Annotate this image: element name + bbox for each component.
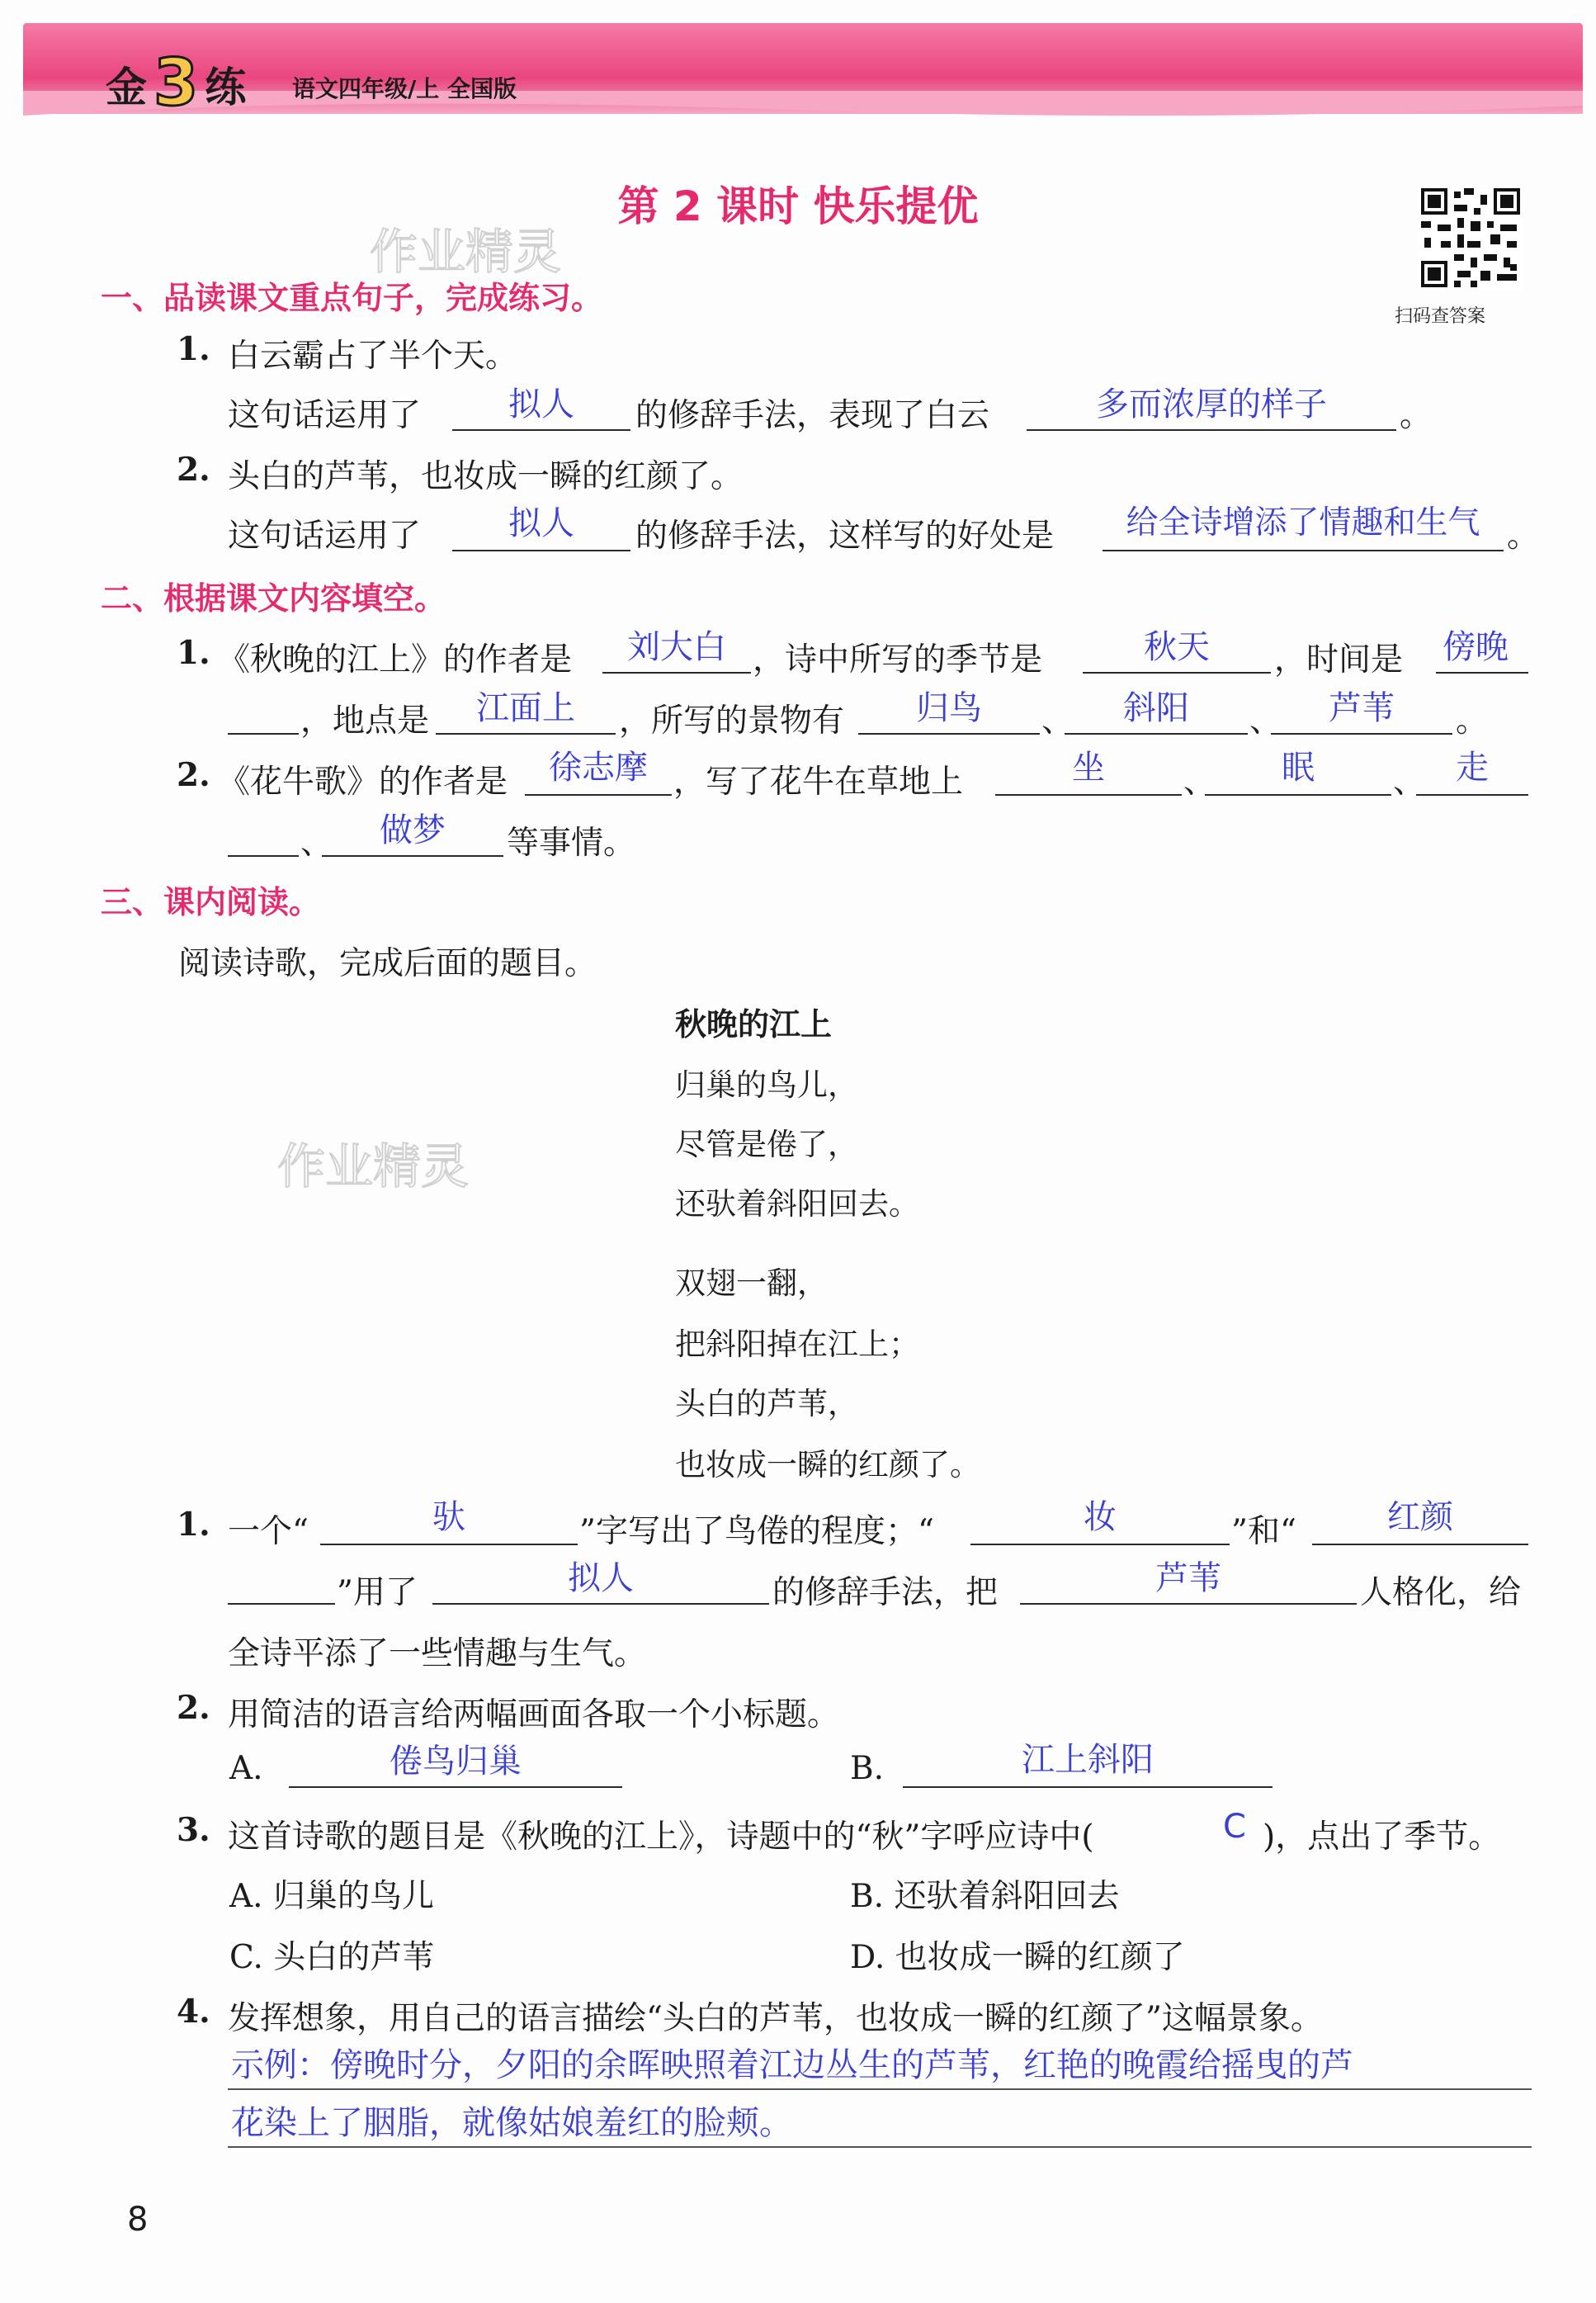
s2-q1-sep-1: 、 [1041,702,1074,740]
s3-q1-text-6: 人格化，给 [1360,1574,1522,1611]
s1-q2-pre: 这句话运用了 [228,518,422,555]
s2-q2-blank-author [525,794,672,796]
s3-q4-number: 4. [177,1993,210,2031]
s3-q3-option-b: B. 还驮着斜阳回去 [850,1878,1120,1915]
s2-q2-sep-2: 、 [1393,764,1426,801]
watermark-top: 作业精灵 [370,224,562,280]
s3-q3-option-c: C. 头白的芦苇 [229,1939,435,1976]
s3-q1-number: 1. [177,1506,210,1544]
s3-q3-text: 这首诗歌的题目是《秋晚的江上》，诗题中的“秋”字呼应诗中( [228,1818,1094,1856]
s3-q1-answer-2: 妆 [1084,1498,1117,1536]
s1-q2-number: 2. [177,451,210,489]
s1-q2-answer-1: 拟人 [508,504,574,542]
s2-q2-text-2: ，写了花牛在草地上 [673,764,964,801]
s3-q3-text-end: )，点出了季节。 [1263,1818,1501,1856]
s2-q1-answer-place: 江面上 [476,689,575,727]
s1-q2-blank-2 [1103,550,1504,551]
s1-q2-sentence: 头白的芦苇，也妆成一瞬的红颜了。 [228,458,744,495]
s3-intro: 阅读诗歌，完成后面的题目。 [178,945,597,982]
s3-q4-line-1 [228,2088,1532,2090]
s3-q2-label-a: A. [229,1750,263,1787]
s1-q2-end: 。 [1507,518,1540,555]
s2-q2-answer-act-2: 眠 [1282,749,1315,787]
s2-q1-number: 1. [177,634,210,672]
s1-q2-answer-2: 给全诗增添了情趣和生气 [1126,504,1480,541]
s2-q1-blank-season [1083,672,1271,674]
s1-q1-blank-1 [452,429,630,431]
s2-q1-answer-scene-1: 归鸟 [916,689,982,727]
s3-q2-text: 用简洁的语言给两幅画面各取一个小标题。 [228,1696,840,1733]
s2-q1-blank-time-a [1436,672,1528,674]
s3-q4-answer-line-1: 示例：傍晚时分，夕阳的余晖映照着江边丛生的芦苇，红艳的晚霞给摇曳的芦 [231,2046,1353,2084]
s3-q3-answer: C [1223,1808,1246,1846]
s2-q2-blank-act-3 [1416,794,1528,796]
s2-q2-answer-act-3: 走 [1456,749,1489,787]
s2-q2-sep-1: 、 [1183,764,1216,801]
s3-q1-answer-3: 红颜 [1387,1498,1453,1536]
s3-q1-blank-4 [432,1603,769,1605]
s3-q4-answer-line-2: 花染上了胭脂，就像姑娘羞红的脸颊。 [231,2104,792,2142]
brand-logo [106,45,247,121]
s2-q1-blank-scene-3 [1271,733,1452,735]
s2-q1-text-4: ，地点是 [300,702,430,740]
s1-q1-sentence: 白云霸占了半个天。 [228,338,518,375]
s1-q1-answer-2: 多而浓厚的样子 [1096,385,1327,423]
qr-caption: 扫码查答案 [1395,306,1486,327]
s3-q3-option-d: D. 也妆成一瞬的红颜了 [850,1939,1185,1976]
s3-q3-number: 3. [177,1811,210,1849]
s3-q1-answer-5: 芦苇 [1155,1559,1221,1597]
poem-line-3: 还驮着斜阳回去。 [675,1186,919,1222]
poem-line-4: 双翅一翻， [675,1265,828,1301]
s2-q2-answer-act-1: 坐 [1072,749,1105,787]
s2-q1-text-1: 《秋晚的江上》的作者是 [218,641,573,679]
s2-q1-text-5: ，所写的景物有 [619,702,845,740]
s2-q2-sep-3: 、 [300,825,333,862]
logo-char-1: 金 [106,64,147,111]
s2-q1-text-2: ，诗中所写的季节是 [753,641,1043,679]
s3-q1-text-3: ”和“ [1231,1513,1296,1550]
s1-q2-blank-1 [452,550,630,551]
page-number: 8 [127,2201,149,2239]
poem-line-5: 把斜阳掉在江上； [675,1326,919,1362]
s2-q2-blank-act-3b [228,855,299,857]
s2-q1-blank-author [602,672,751,674]
s3-q1-text-7: 全诗平添了一些情趣与生气。 [228,1635,647,1672]
s2-q2-end: 等事情。 [507,825,636,862]
book-subtitle: 语文四年级/上 全国版 [292,75,517,102]
s3-q1-answer-1: 驮 [432,1498,465,1536]
s2-q2-answer-author: 徐志摩 [549,749,648,787]
s2-q1-sep-2: 、 [1249,702,1282,740]
s2-q1-blank-time-b [228,733,299,735]
logo-number: 3 [153,45,199,121]
s3-q1-text-1: 一个“ [228,1513,309,1550]
s1-q1-end: 。 [1400,397,1433,434]
s1-q1-mid: 的修辞手法，表现了白云 [635,397,990,434]
poem-line-2: 尽管是倦了， [675,1127,858,1162]
s3-q1-text-4: ”用了 [337,1574,418,1611]
s1-q1-pre: 这句话运用了 [228,397,422,434]
s2-q1-end: 。 [1456,702,1489,740]
s2-q2-number: 2. [177,756,210,794]
s2-q1-answer-scene-2: 斜阳 [1123,689,1189,727]
s1-q1-answer-1: 拟人 [508,385,574,423]
s3-q2-answer-a: 倦鸟归巢 [390,1743,522,1780]
section-2-heading: 二、根据课文内容填空。 [101,580,446,617]
logo-char-2: 练 [205,64,247,111]
s2-q1-answer-author: 刘大白 [627,628,726,666]
s3-q2-answer-b: 江上斜阳 [1022,1741,1154,1779]
poem-line-1: 归巢的鸟儿， [675,1067,858,1103]
s2-q2-blank-act-1 [995,794,1182,796]
s3-q1-text-5: 的修辞手法，把 [772,1574,999,1611]
poem-title: 秋晚的江上 [675,1006,833,1043]
s3-q4-line-2 [228,2146,1532,2148]
s1-q2-mid: 的修辞手法，这样写的好处是 [635,518,1055,555]
s2-q1-answer-scene-3: 芦苇 [1329,689,1395,727]
s3-q1-blank-5 [1020,1603,1357,1605]
s2-q1-answer-time: 傍晚 [1443,628,1509,666]
s3-q2-blank-b [903,1786,1273,1788]
qr-code-icon[interactable] [1418,185,1523,291]
s3-q4-text: 发挥想象，用自己的语言描绘“头白的芦苇，也妆成一瞬的红颜了”这幅景象。 [228,2000,1323,2037]
s3-q3-option-a: A. 归巢的鸟儿 [229,1878,434,1915]
s2-q1-blank-place [436,733,616,735]
s3-q1-blank-2 [970,1544,1230,1545]
s2-q1-text-3: ，时间是 [1274,641,1404,679]
watermark-middle: 作业精灵 [277,1138,470,1194]
s3-q1-blank-3b [228,1603,335,1605]
lesson-title: 第 2 课时 快乐提优 [617,182,979,230]
s2-q2-blank-act-4 [322,855,503,857]
s3-q2-number: 2. [177,1689,210,1727]
header-wave [23,91,1583,124]
section-3-heading: 三、课内阅读。 [101,884,321,920]
s3-q1-text-2: ”字写出了鸟倦的程度；“ [579,1513,934,1550]
s3-q1-blank-3 [1312,1544,1528,1545]
s2-q1-answer-season: 秋天 [1144,628,1210,666]
section-1-heading: 一、品读课文重点句子，完成练习。 [101,280,603,316]
s3-q2-blank-a [289,1786,622,1788]
s2-q1-blank-scene-2 [1065,733,1248,735]
poem-line-6: 头白的芦苇， [675,1386,858,1421]
s2-q1-blank-scene-1 [858,733,1040,735]
s1-q1-blank-2 [1027,429,1396,431]
s3-q1-answer-4: 拟人 [568,1559,634,1597]
s1-q1-number: 1. [177,330,210,368]
s3-q1-blank-1 [320,1544,578,1545]
s2-q2-answer-act-4: 做梦 [380,811,446,849]
s2-q2-text-1: 《花牛歌》的作者是 [218,764,508,801]
poem-line-7: 也妆成一瞬的红颜了。 [675,1447,980,1483]
s2-q2-blank-act-2 [1205,794,1391,796]
s3-q2-label-b: B. [850,1750,885,1787]
